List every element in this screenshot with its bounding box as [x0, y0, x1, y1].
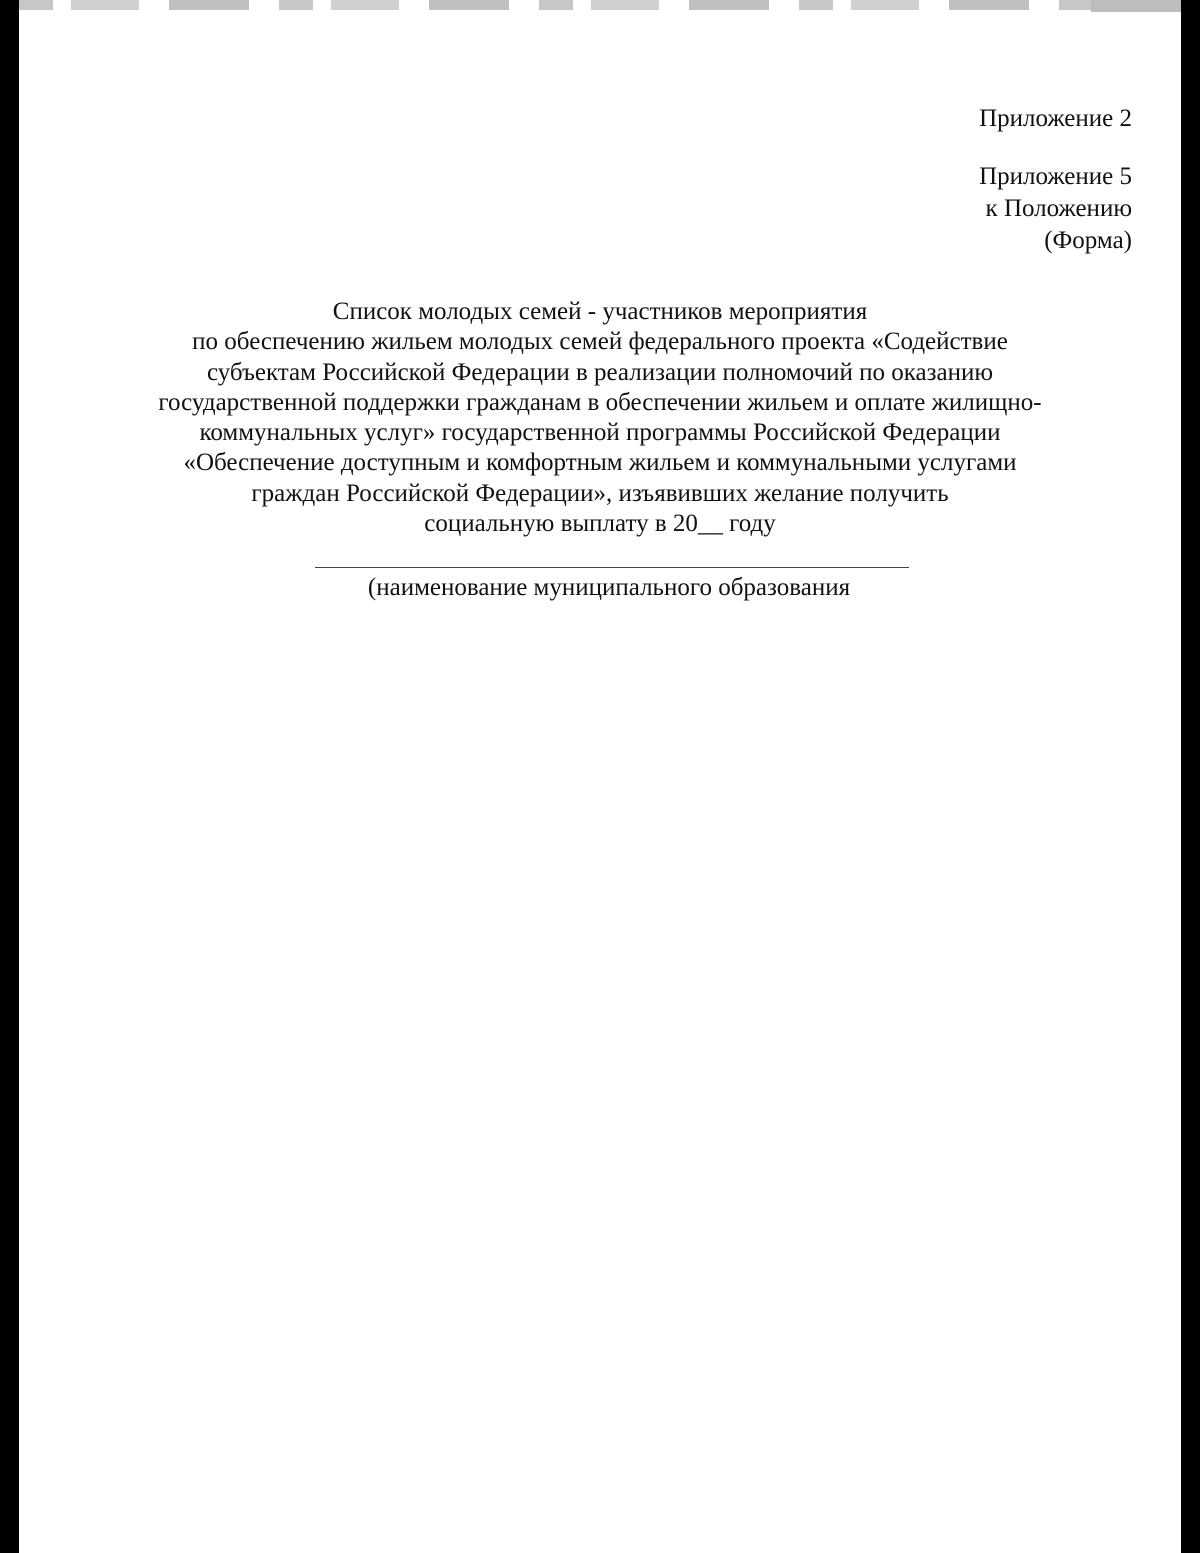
- municipality-blank-line: [315, 567, 909, 568]
- title-line: по обеспечению жильем молодых семей федерального проекта «Содействие: [192, 328, 1008, 356]
- title-line: граждан Российской Федерации», изъявивших желание получить: [251, 479, 949, 507]
- title-line: «Обеспечение доступным и комфортным жильем и коммунальными услугами: [183, 449, 1017, 477]
- title-line: коммунальных услуг» государственной программы Российской Федерации: [199, 419, 1001, 447]
- annex-number: Приложение 2: [979, 105, 1132, 132]
- annex-form-label: (Форма): [1044, 227, 1132, 254]
- annex-regulation: к Положению: [985, 195, 1132, 222]
- title-line: Список молодых семей - участников мероприятия: [332, 298, 868, 325]
- title-line: субъектам Российской Федерации в реализации полномочий по оказанию: [206, 358, 994, 386]
- document-page: [19, 0, 1181, 1553]
- annex-reference: Приложение 5: [979, 163, 1132, 190]
- document-title: [19, 297, 1181, 539]
- title-line: государственной поддержки гражданам в обеспечении жильем и оплате жилищно-: [158, 388, 1042, 416]
- scan-artifact: [19, 0, 1181, 10]
- title-line: социальную выплату в 20__ году: [424, 510, 776, 538]
- municipality-caption: (наименование муниципального образования: [367, 574, 851, 601]
- scan-artifact: [1091, 0, 1181, 12]
- annex-header: [979, 103, 1132, 257]
